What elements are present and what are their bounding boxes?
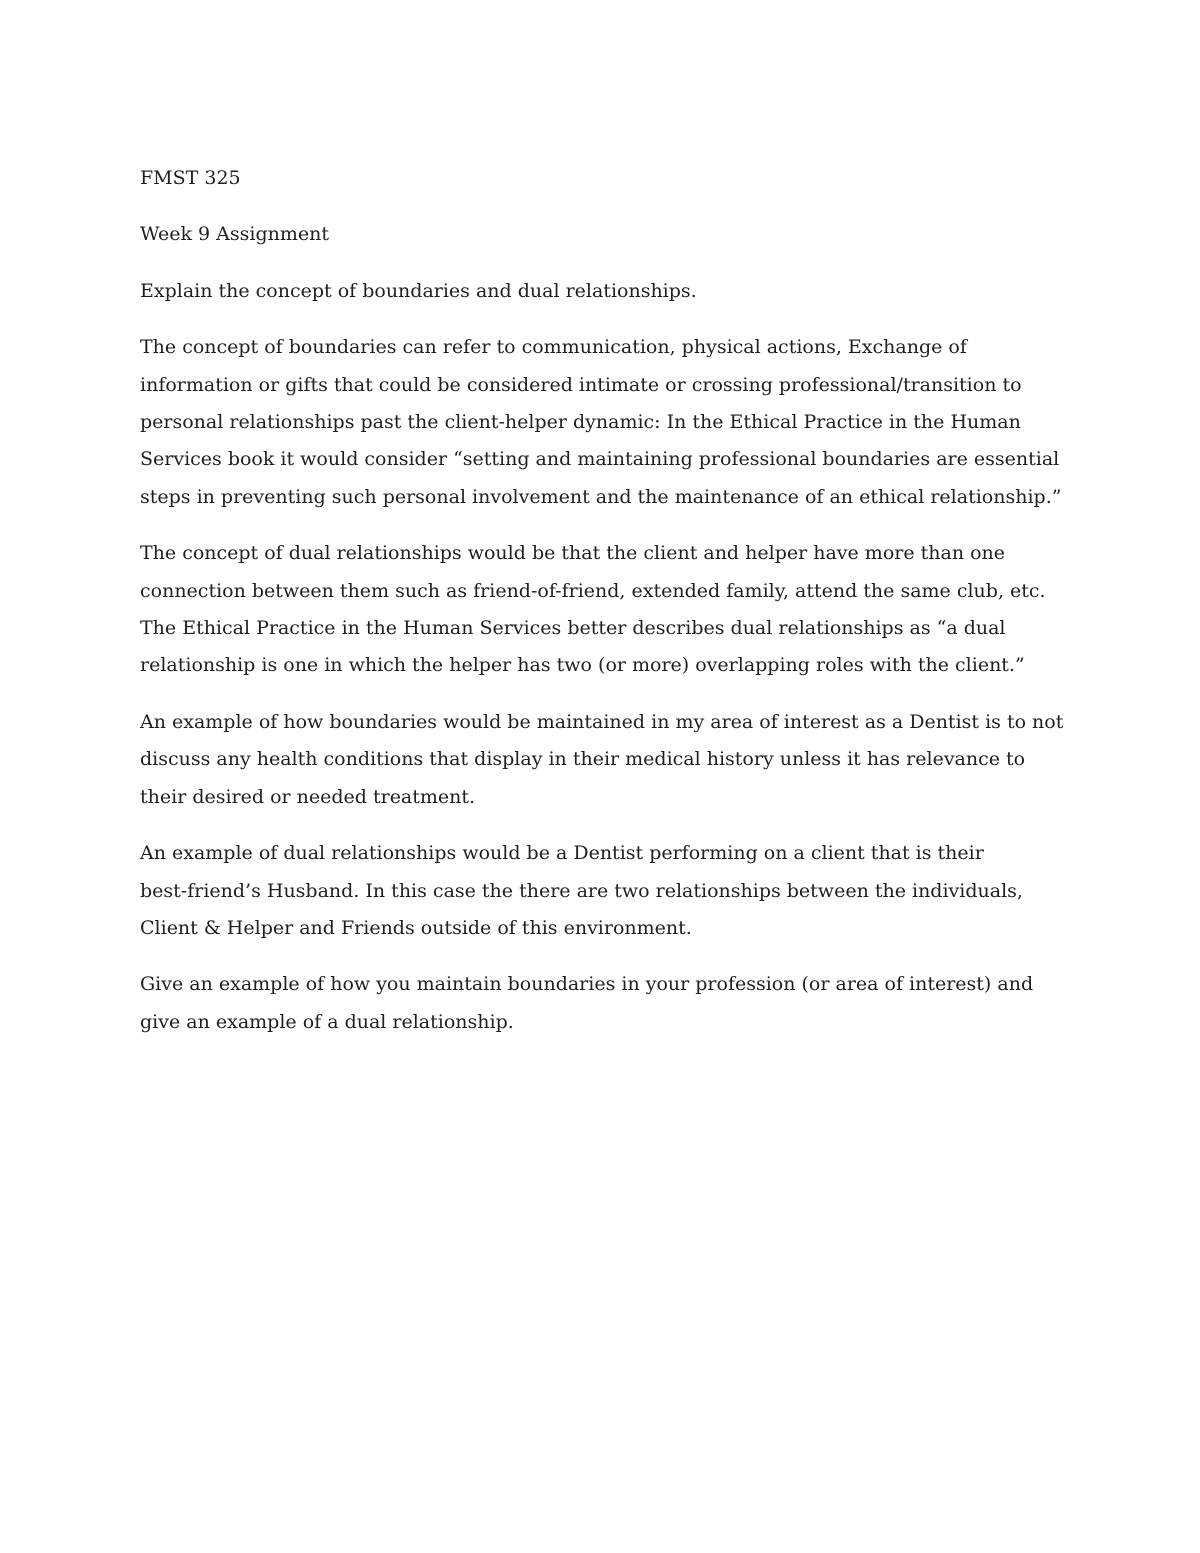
paragraph-line: The concept of boundaries can refer to communication, physical actions, Exchange of bbox=[140, 336, 967, 359]
paragraph-line: give an example of a dual relationship. bbox=[140, 1010, 514, 1033]
course-code: FMST 325 bbox=[140, 167, 241, 189]
boundaries-paragraph bbox=[140, 329, 1070, 516]
question-2 bbox=[140, 966, 1070, 1041]
paragraph-line: best-friend’s Husband. In this case the there are two relationships between the individuals, bbox=[140, 879, 1023, 902]
paragraph-line: Services book it would consider “setting and maintaining professional boundaries are essential bbox=[140, 448, 1060, 471]
dual-example-paragraph bbox=[140, 835, 1070, 947]
paragraph-line: personal relationships past the client-helper dynamic: In the Ethical Practice in the Human bbox=[140, 411, 1021, 434]
dual-relationships-paragraph bbox=[140, 535, 1070, 685]
paragraph-line: connection between them such as friend-of-friend, extended family, attend the same club, etc. bbox=[140, 579, 1046, 602]
paragraph-line: steps in preventing such personal involvement and the maintenance of an ethical relationship.” bbox=[140, 485, 1062, 508]
document-body bbox=[140, 160, 1070, 1060]
paragraph-line: their desired or needed treatment. bbox=[140, 785, 476, 808]
paragraph-line: The concept of dual relationships would be that the client and helper have more than one bbox=[140, 542, 1006, 565]
paragraph-line: An example of dual relationships would be a Dentist performing on a client that is their bbox=[140, 842, 984, 865]
paragraph-line: discuss any health conditions that display in their medical history unless it has relevance to bbox=[140, 748, 1026, 771]
paragraph-line: An example of how boundaries would be maintained in my area of interest as a Dentist is to not bbox=[140, 710, 1064, 733]
paragraph-line: Client & Helper and Friends outside of this environment. bbox=[140, 916, 692, 939]
paragraph-line: The Ethical Practice in the Human Services better describes dual relationships as “a dual bbox=[140, 617, 1006, 640]
boundaries-example-paragraph bbox=[140, 704, 1070, 816]
paragraph-line: information or gifts that could be considered intimate or crossing professional/transition to bbox=[140, 373, 1022, 396]
paragraph-line: Give an example of how you maintain boundaries in your profession (or area of interest) and bbox=[140, 973, 1034, 996]
assignment-title: Week 9 Assignment bbox=[140, 223, 329, 246]
paragraph-line: relationship is one in which the helper has two (or more) overlapping roles with the client.” bbox=[140, 654, 1025, 677]
question-1: Explain the concept of boundaries and dual relationships. bbox=[140, 279, 697, 302]
